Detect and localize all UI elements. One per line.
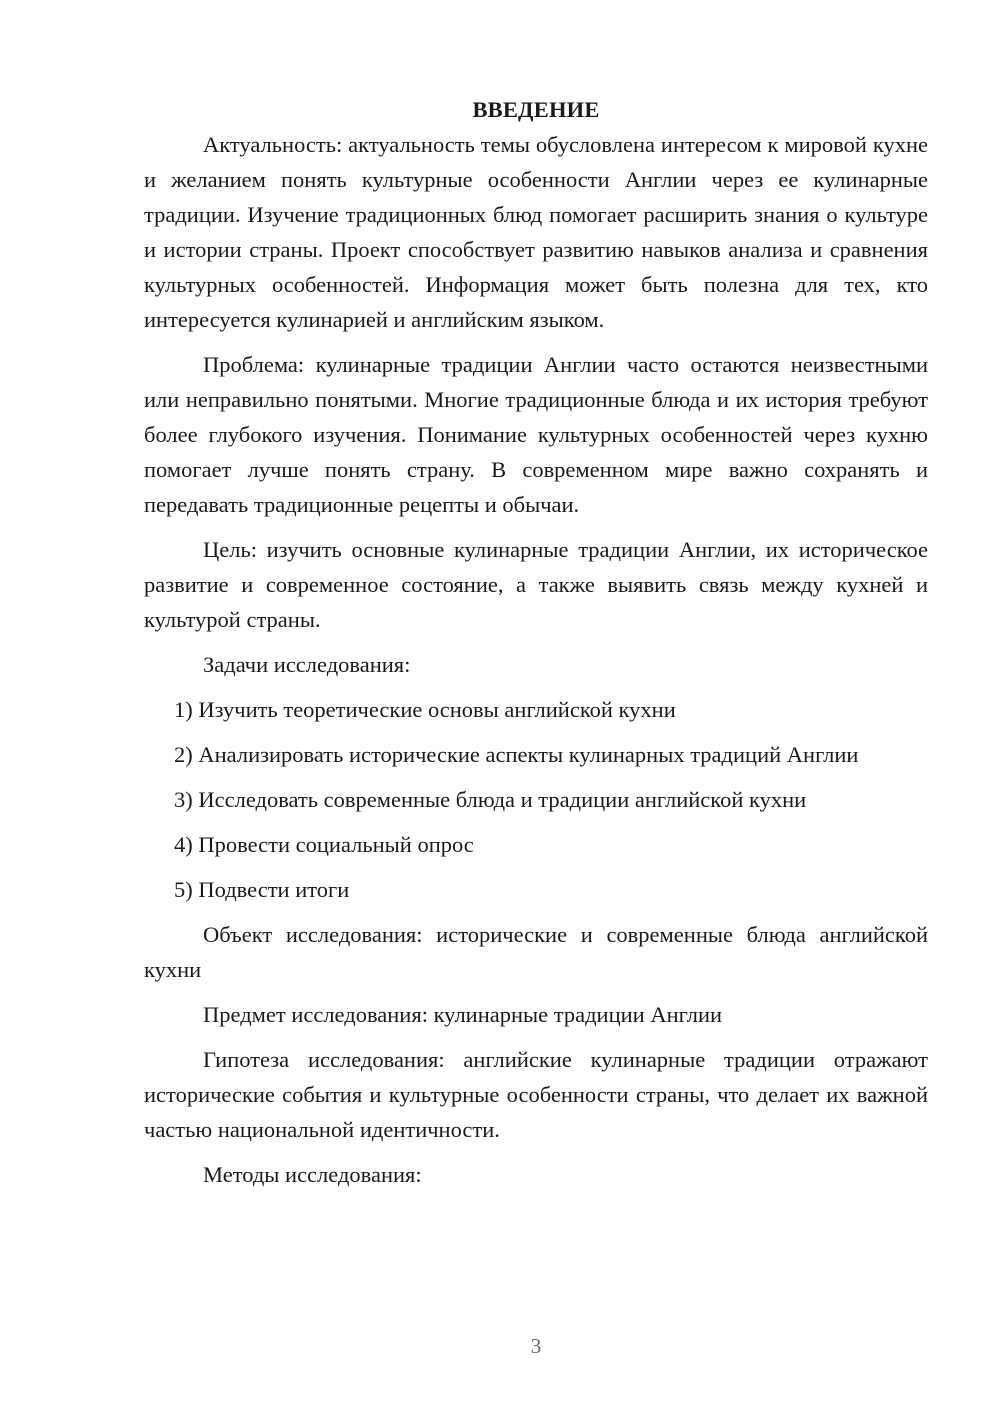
object-paragraph: Объект исследования: исторические и современные блюда английской кухни: [144, 922, 928, 982]
page-number: 3: [530, 1334, 542, 1358]
goal-paragraph: Цель: изучить основные кулинарные традиции Англии, их историческое развитие и современное состояние, а также выявить связь между кухней и культурой страны.: [144, 537, 928, 632]
tasks-heading: Задачи исследования:: [203, 652, 411, 677]
page-content: [144, 92, 928, 1202]
task-item-3: 3) Исследовать современные блюда и традиции английской кухни: [174, 787, 807, 812]
methods-paragraph: Методы исследования:: [203, 1162, 422, 1187]
problem-paragraph: Проблема: кулинарные традиции Англии часто остаются неизвестными или неправильно понятыми. Многие традиционные блюда и их история требуют более глубокого изучения. Понимание культурных особенностей через кухню помогает лучше понять страну. В современном мире важно сохранять и передавать традиционные рецепты и обычаи.: [144, 352, 928, 517]
subject-paragraph: Предмет исследования: кулинарные традиции Англии: [203, 1002, 723, 1027]
section-heading: ВВЕДЕНИЕ: [472, 97, 600, 122]
task-item-2: 2) Анализировать исторические аспекты кулинарных традиций Англии: [174, 742, 859, 767]
hypothesis-paragraph: Гипотеза исследования: английские кулинарные традиции отражают исторические события и культурные особенности страны, что делает их важной частью национальной идентичности.: [144, 1047, 928, 1142]
relevance-paragraph: Актуальность: актуальность темы обусловлена интересом к мировой кухне и желанием понять культурные особенности Англии через ее кулинарные традиции. Изучение традиционных блюд помогает расширить знания о культуре и истории страны. Проект способствует развитию навыков анализа и сравнения культурных особенностей. Информация может быть полезна для тех, кто интересуется кулинарией и английским языком.: [144, 132, 928, 332]
task-item-1: 1) Изучить теоретические основы английской кухни: [174, 697, 676, 722]
task-item-4: 4) Провести социальный опрос: [174, 832, 474, 857]
task-item-5: 5) Подвести итоги: [174, 877, 350, 902]
